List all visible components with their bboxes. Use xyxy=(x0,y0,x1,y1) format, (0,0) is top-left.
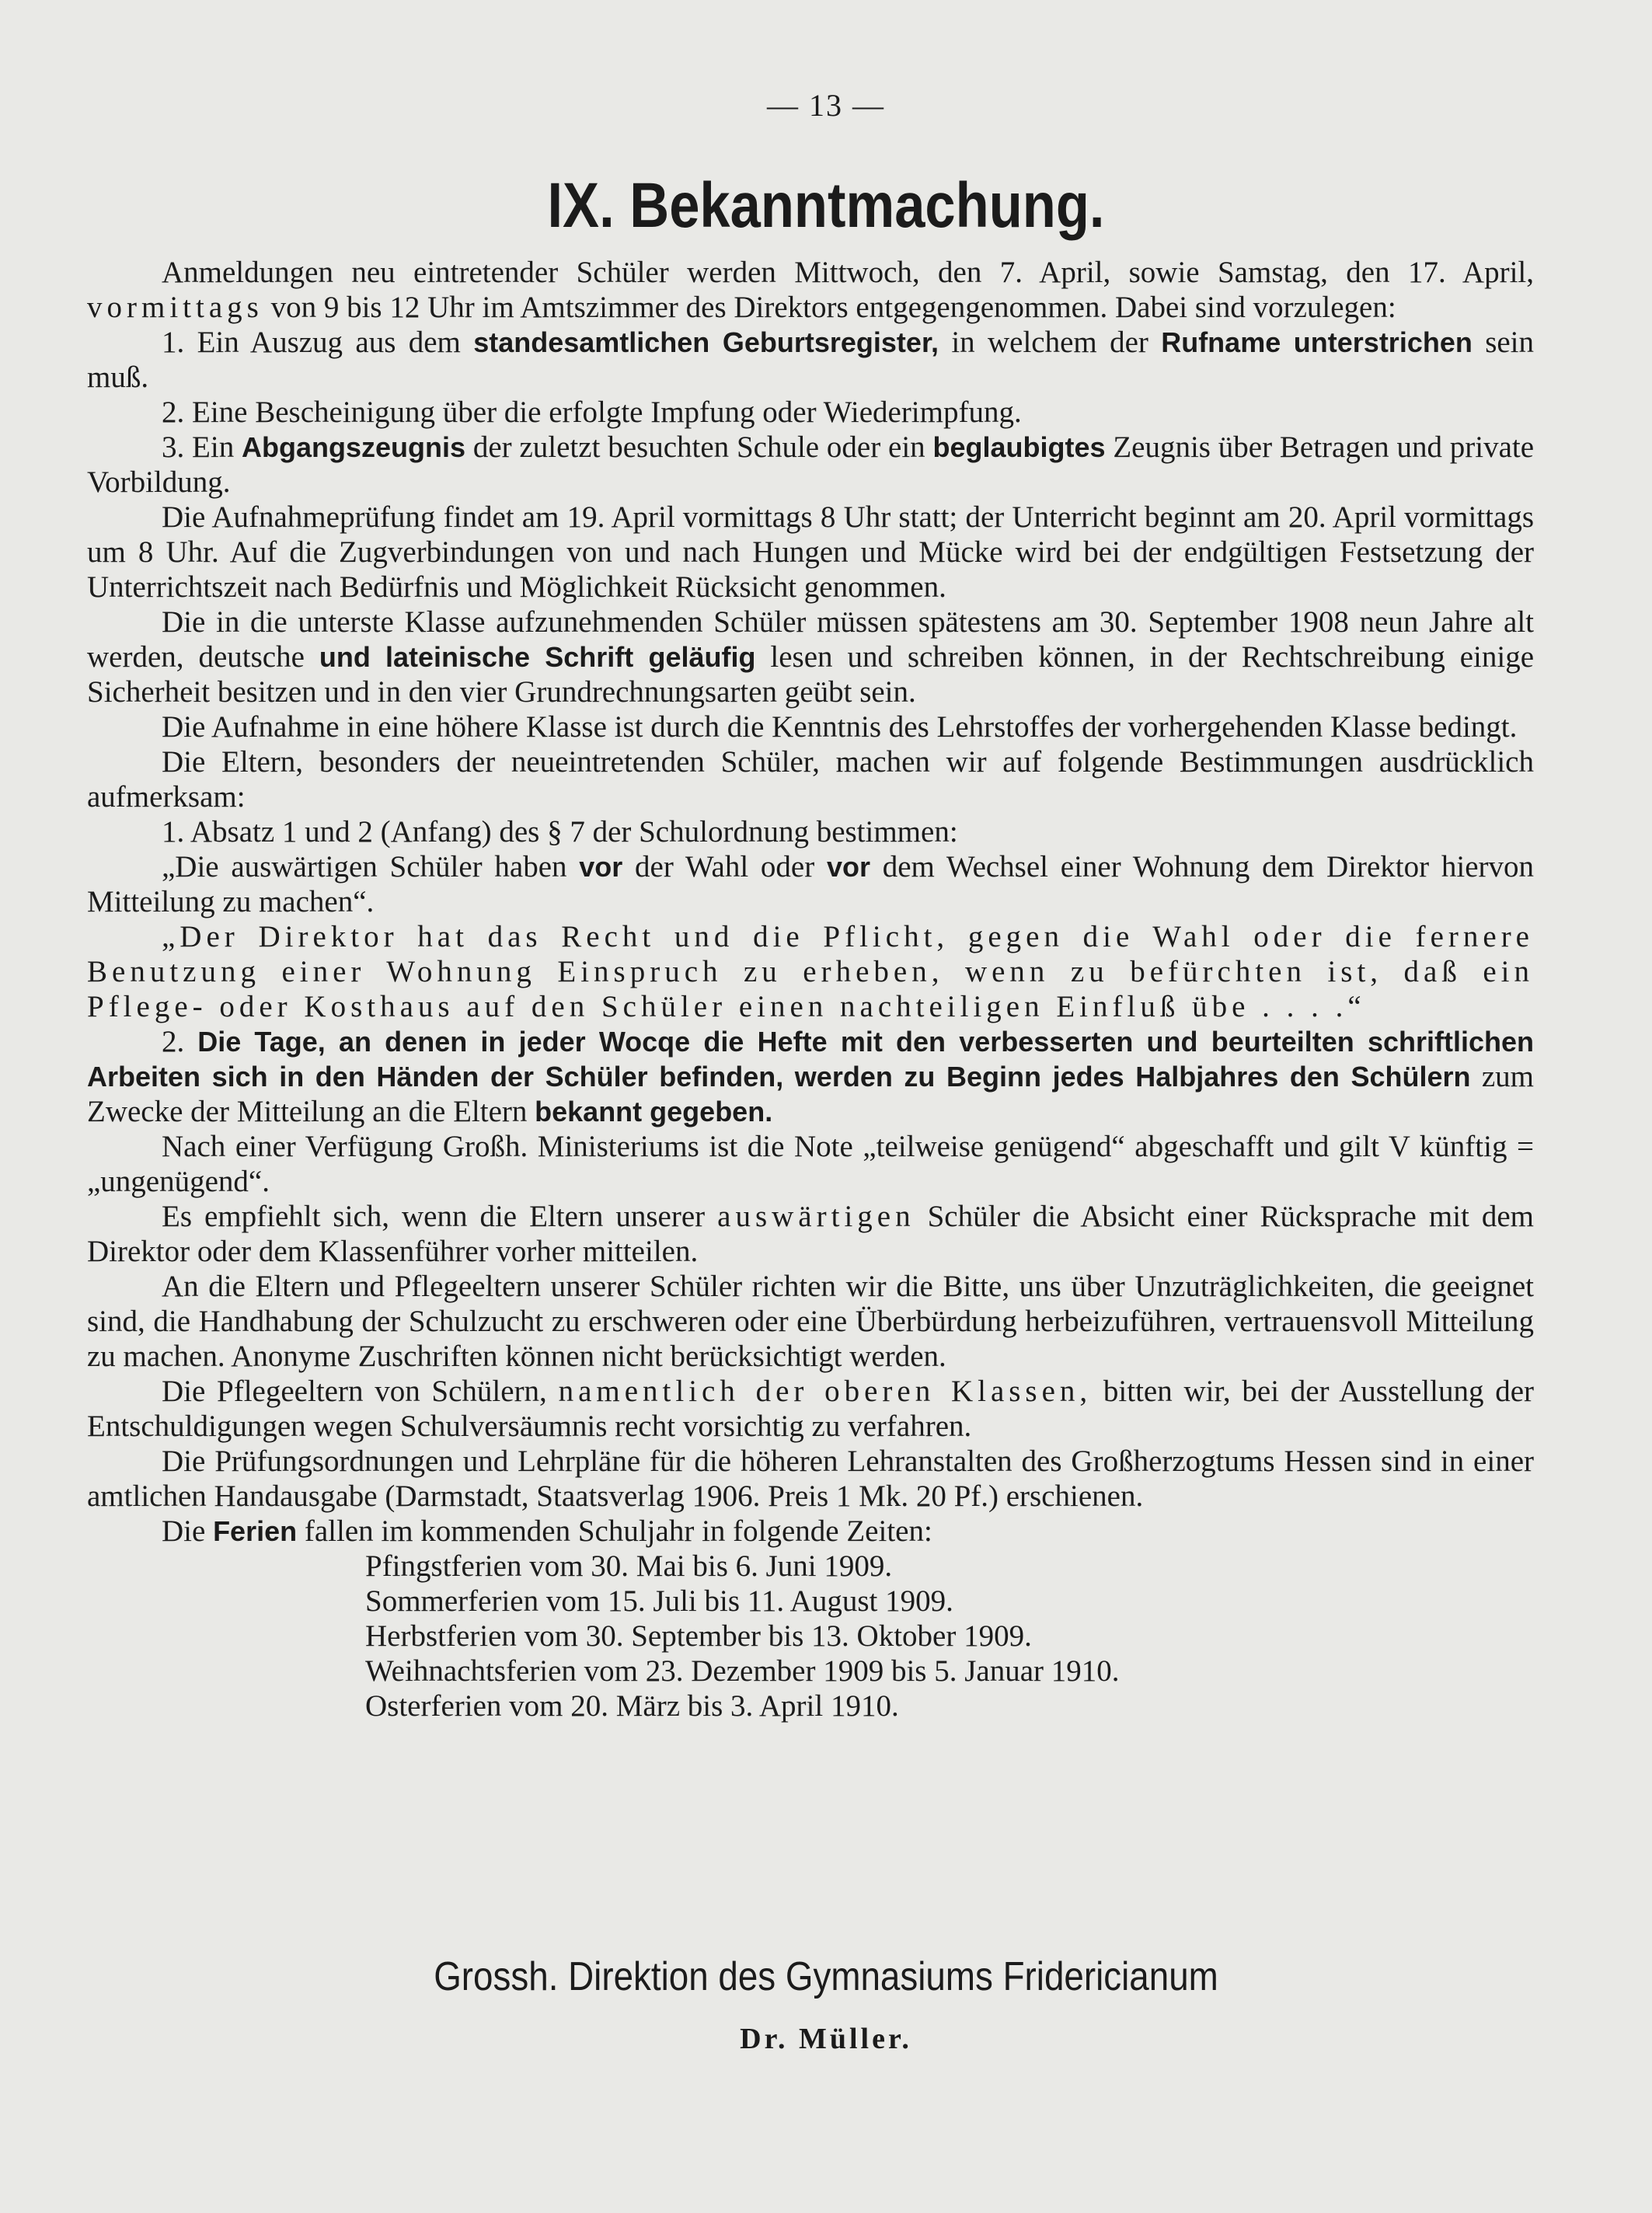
paragraph-higher-class: Die Aufnahme in eine höhere Klasse ist durch die Kenntnis des Lehrstoffes der vorhergehenden Klasse bedingt. xyxy=(162,710,1518,744)
quote-residence: „Die auswärtigen Schüler haben vor der Wahl oder vor dem Wechsel einer Wohnung dem Direktor hiervon Mitteilung zu machen“. xyxy=(87,850,1534,918)
paragraph-exam: Die Aufnahmeprüfung findet am 19. April vormittags 8 Uhr statt; der Unterricht beginnt am 20. April vormittags um 8 Uhr. Auf die Zugverbindungen von und nach Hungen und Mücke wird bei der endgültigen Festsetzung der Unterrichtszeit nach Bedürfnis und Möglichkeit Rücksicht genommen. xyxy=(87,500,1534,604)
paragraph-registration: Anmeldungen neu eintretender Schüler werden Mittwoch, den 7. April, sowie Samstag, den 17. April, vormittags von 9 bis 12 Uhr im Amtszimmer des Direktors entgegengenommen. Dabei sind vorzulegen: xyxy=(87,256,1534,324)
holiday-list xyxy=(365,1549,1534,1723)
paragraph-holidays: Die Ferien fallen im kommenden Schuljahr in folgende Zeiten: xyxy=(162,1514,932,1548)
paragraph-school-rules: 1. Absatz 1 und 2 (Anfang) des § 7 der Schulordnung bestimmen: xyxy=(162,815,958,849)
list-item: 2. Eine Bescheinigung über die erfolgte Impfung oder Wiederimpfung. xyxy=(162,396,1022,429)
document-body xyxy=(87,255,1534,1723)
list-item: Osterferien vom 20. März bis 3. April 1910. xyxy=(365,1689,899,1723)
paragraph-notebooks: 2. Die Tage, an denen in jeder Wocqe die Hefte mit den verbesserten und beurteilten schriftlichen Arbeiten sich in den Händen der Schüler befinden, werden zu Beginn jedes Halbjahres den Schülern zum Zwecke der Mitteilung an die Eltern bekannt gegeben. xyxy=(87,1025,1534,1128)
list-item: Herbstferien vom 30. September bis 13. Oktober 1909. xyxy=(365,1619,1032,1653)
paragraph-lowest-class: Die in die unterste Klasse aufzunehmenden Schüler müssen spätestens am 30. September 1908 neun Jahre alt werden, deutsche und lateinische Schrift geläufig lesen und schreiben können, in der Rechtschreibung einige Sicherheit besitzen und in den vier Grundrechnungsarten geübt sein. xyxy=(87,605,1535,709)
list-item: Pfingstferien vom 30. Mai bis 6. Juni 1909. xyxy=(365,1549,893,1583)
paragraph-grades: Nach einer Verfügung Großh. Ministeriums ist die Note „teilweise genügend“ abgeschafft und gilt V künftig = „ungenügend“. xyxy=(87,1130,1534,1198)
signature-organization: Grossh. Direktion des Gymnasiums Fridericianum xyxy=(434,1954,1218,1999)
page-number: — 13 — xyxy=(767,88,885,123)
paragraph-regulations: Die Prüfungsordnungen und Lehrpläne für die höheren Lehranstalten des Großherzogtums Hessen sind in einer amtlichen Handausgabe (Darmstadt, Staatsverlag 1906. Preis 1 Mk. 20 Pf.) erschienen. xyxy=(87,1445,1534,1513)
list-item: 1. Ein Auszug aus dem standesamtlichen Geburtsregister, in welchem der Rufname unterstrichen sein muß. xyxy=(87,326,1535,394)
page-title: IX. Bekanntmachung. xyxy=(547,170,1105,241)
paragraph-parents: Die Eltern, besonders der neueintretenden Schüler, machen wir auf folgende Bestimmungen ausdrücklich aufmerksam: xyxy=(87,745,1534,814)
paragraph-excuses: Die Pflegeeltern von Schülern, namentlich der oberen Klassen, bitten wir, bei der Ausstellung der Entschuldigungen wegen Schulversäumnis recht vorsichtig zu verfahren. xyxy=(87,1375,1535,1443)
paragraph-consultation: Es empfiehlt sich, wenn die Eltern unserer auswärtigen Schüler die Absicht einer Rücksprache mit dem Direktor oder dem Klassenführer vorher mitteilen. xyxy=(87,1200,1535,1268)
signature-name: Dr. Müller. xyxy=(740,2023,912,2055)
quote-director: „Der Direktor hat das Recht und die Pflicht, gegen die Wahl oder die fernere Benutzung einer Wohnung Einspruch zu erheben, wenn zu befürchten ist, daß ein Pflege- oder Kosthaus auf den Schüler einen nachteiligen Einfluß übe . . . .“ xyxy=(87,920,1534,1023)
list-item: 3. Ein Abgangszeugnis der zuletzt besuchten Schule oder ein beglaubigtes Zeugnis über Betragen und private Vorbildung. xyxy=(87,430,1535,499)
list-item: Sommerferien vom 15. Juli bis 11. August 1909. xyxy=(365,1584,953,1618)
list-item: Weihnachtsferien vom 23. Dezember 1909 bis 5. Januar 1910. xyxy=(365,1654,1120,1688)
paragraph-request: An die Eltern und Pflegeeltern unserer Schüler richten wir die Bitte, uns über Unzuträglichkeiten, die geeignet sind, die Handhabung der Schulzucht zu erschweren oder eine Überbürdung herbeizuführen, vertrauensvoll Mitteilung zu machen. Anonyme Zuschriften können nicht berücksichtigt werden. xyxy=(87,1270,1534,1373)
